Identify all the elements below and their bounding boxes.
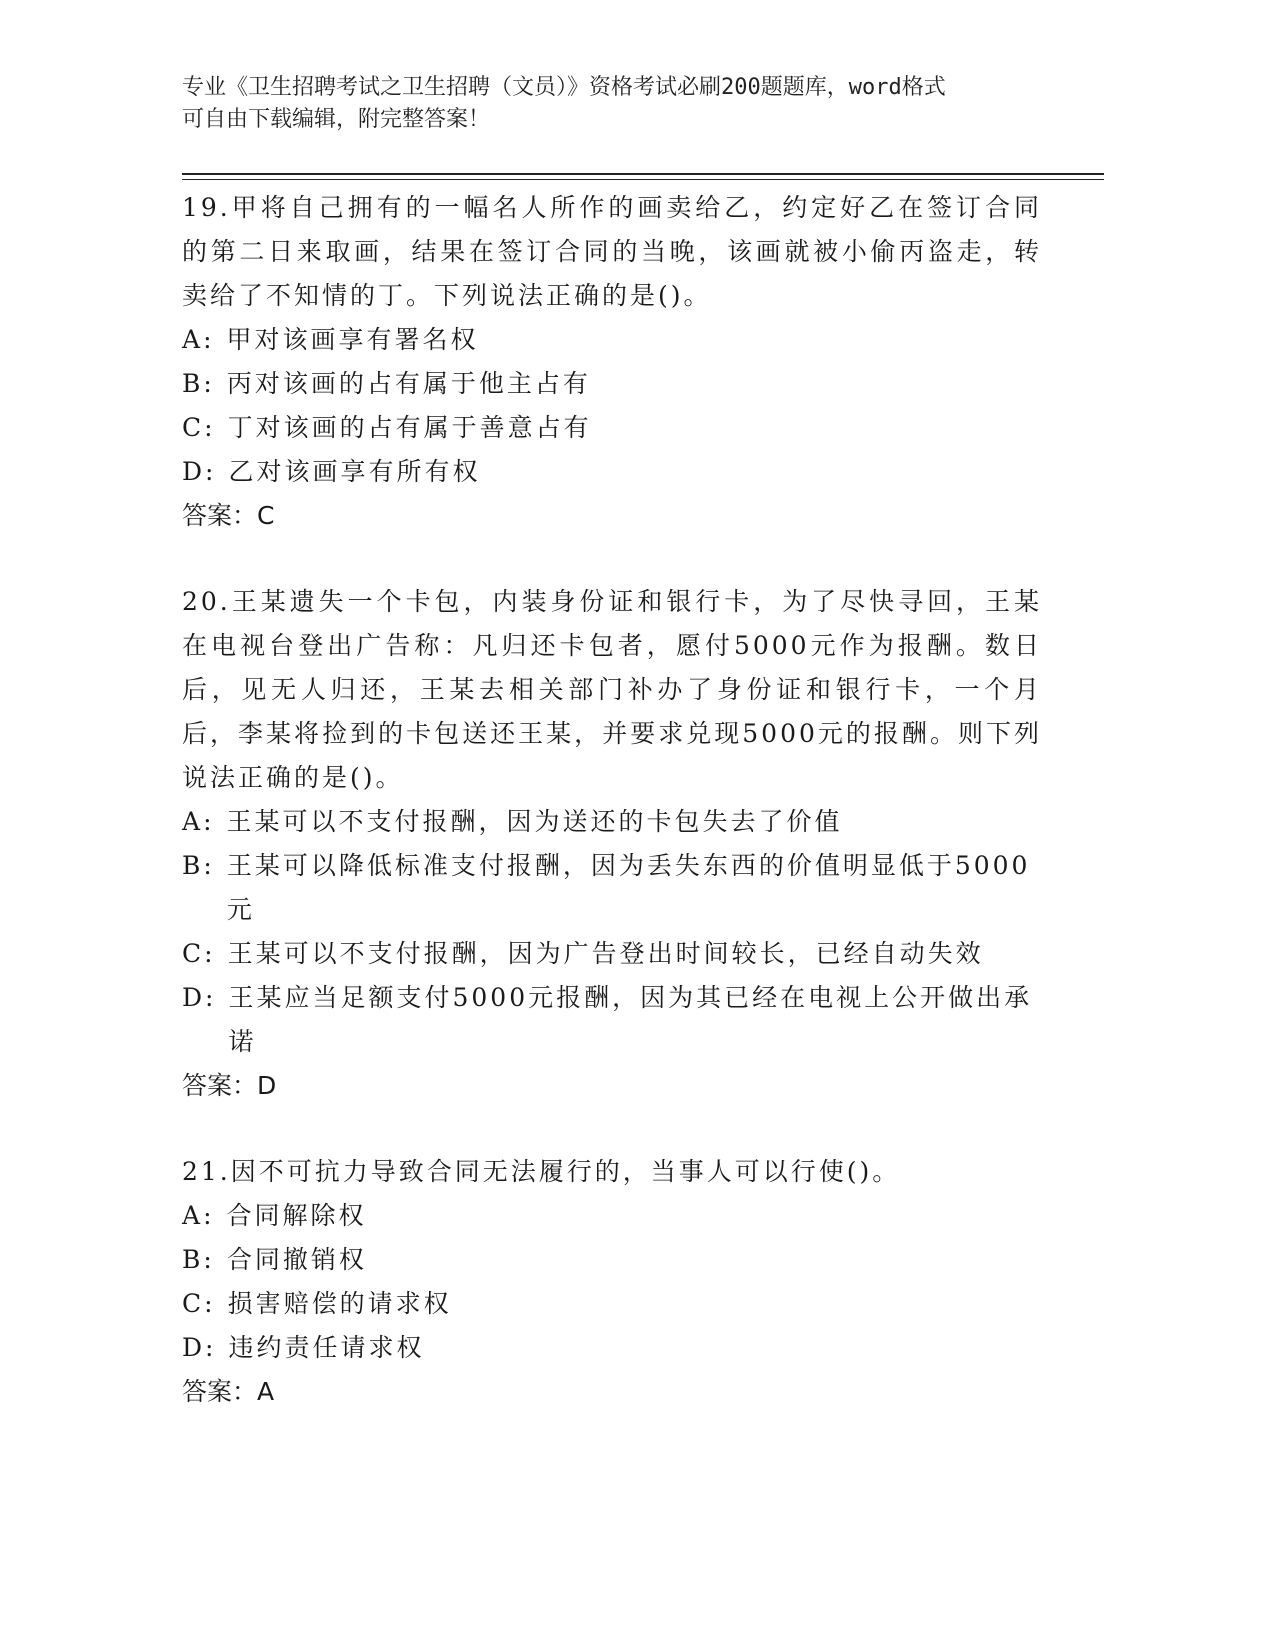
- option-separator: :: [203, 325, 215, 354]
- option-key: C: [182, 1289, 205, 1318]
- option-separator: :: [204, 413, 216, 442]
- question-21: [182, 1150, 1042, 1414]
- option-text: 丁对该画的占有属于善意占有: [227, 413, 592, 442]
- option-text: 王某可以不支付报酬，因为送还的卡包失去了价值: [226, 807, 843, 836]
- option-key: A: [182, 807, 204, 836]
- question-20: [182, 580, 1042, 1108]
- option-separator: :: [203, 369, 215, 398]
- option-d: [182, 1326, 1042, 1370]
- option-b: [182, 362, 1042, 406]
- option-key: C: [182, 939, 205, 968]
- header-rule-thick: [182, 173, 1104, 175]
- question-list: [182, 186, 1042, 1456]
- option-separator: :: [204, 939, 216, 968]
- option-text: 甲对该画享有署名权: [226, 325, 479, 354]
- option-text: 王某可以不支付报酬，因为广告登出时间较长，已经自动失效: [227, 939, 984, 968]
- option-b: [182, 1238, 1042, 1282]
- question-19: [182, 186, 1042, 538]
- option-d: [182, 450, 1042, 494]
- option-text: 丙对该画的占有属于他主占有: [226, 369, 591, 398]
- option-text: 王某可以降低标准支付报酬，因为丢失东西的价值明显低于5000元: [226, 851, 1031, 924]
- option-text: 合同撤销权: [226, 1245, 367, 1274]
- option-text: 损害赔偿的请求权: [227, 1289, 452, 1318]
- option-separator: :: [205, 457, 217, 486]
- question-stem: 20.王某遗失一个卡包，内装身份证和银行卡，为了尽快寻回，王某在电视台登出广告称：凡归还卡包者，愿付5000元作为报酬。数日后，见无人归还，王某去相关部门补办了身份证和银行卡，一个月后，李某将捡到的卡包送还王某，并要求兑现5000元的报酬。则下列说法正确的是()。: [182, 587, 1042, 792]
- option-text: 王某应当足额支付5000元报酬，因为其已经在电视上公开做出承诺: [228, 983, 1033, 1056]
- option-separator: :: [203, 807, 215, 836]
- header-title-line-2: 可自由下载编辑，附完整答案！: [182, 107, 491, 132]
- option-text: 乙对该画享有所有权: [228, 457, 481, 486]
- option-separator: :: [203, 1201, 215, 1230]
- option-separator: :: [203, 1245, 215, 1274]
- answer-line: 答案：D: [182, 1071, 277, 1100]
- option-c: [182, 406, 1042, 450]
- option-text: 合同解除权: [226, 1201, 367, 1230]
- option-separator: :: [205, 983, 217, 1012]
- question-stem: 21.因不可抗力导致合同无法履行的，当事人可以行使()。: [182, 1157, 901, 1186]
- answer-line: 答案：C: [182, 501, 275, 530]
- option-b: [182, 844, 1042, 932]
- option-c: [182, 932, 1042, 976]
- option-separator: :: [205, 1333, 217, 1362]
- question-stem: 19.甲将自己拥有的一幅名人所作的画卖给乙，约定好乙在签订合同的第二日来取画，结果在签订合同的当晚，该画就被小偷丙盗走，转卖给了不知情的丁。下列说法正确的是()。: [182, 193, 1042, 310]
- option-a: [182, 1194, 1042, 1238]
- option-d: [182, 976, 1042, 1064]
- answer-line: 答案：A: [182, 1377, 275, 1406]
- option-key: B: [182, 369, 204, 398]
- option-key: D: [182, 457, 206, 486]
- document-header: [182, 72, 1062, 136]
- option-key: B: [182, 1245, 204, 1274]
- option-text: 违约责任请求权: [228, 1333, 425, 1362]
- option-key: C: [182, 413, 205, 442]
- option-key: D: [182, 983, 206, 1012]
- option-key: A: [182, 325, 204, 354]
- option-key: A: [182, 1201, 204, 1230]
- option-a: [182, 318, 1042, 362]
- option-key: B: [182, 851, 204, 880]
- option-c: [182, 1282, 1042, 1326]
- option-separator: :: [203, 851, 215, 880]
- option-a: [182, 800, 1042, 844]
- option-key: D: [182, 1333, 206, 1362]
- header-rule-thin: [182, 179, 1104, 180]
- header-title-line-1: 专业《卫生招聘考试之卫生招聘（文员）》资格考试必刷200题题库，word格式: [182, 75, 946, 100]
- option-separator: :: [204, 1289, 216, 1318]
